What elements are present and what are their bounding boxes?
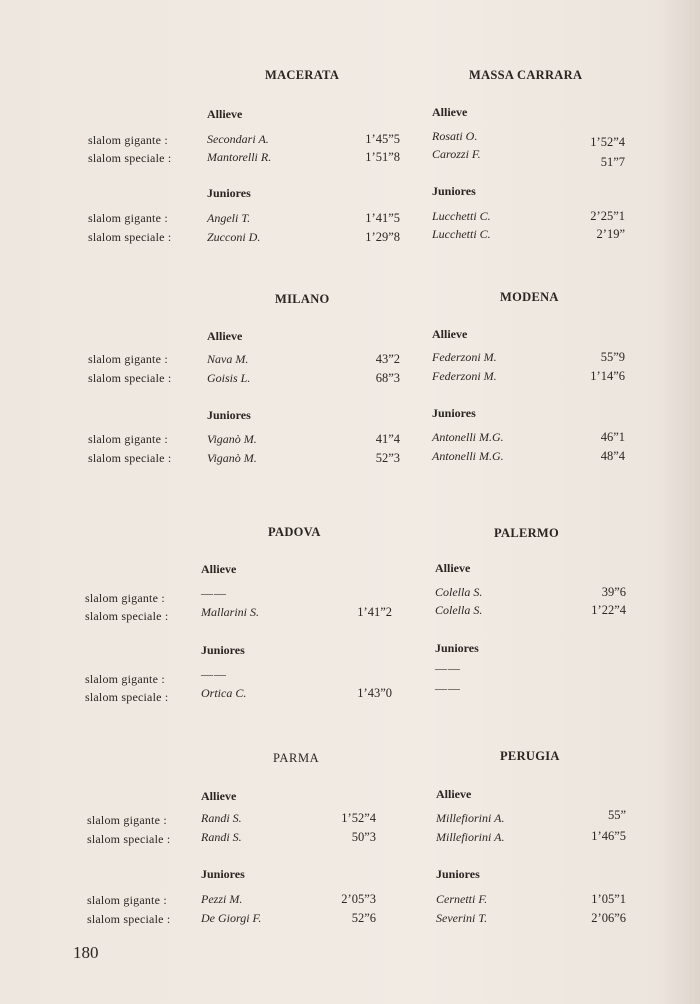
event-label-speciale: slalom speciale : [88,371,172,385]
athlete-name: Cernetti F. [436,892,488,906]
result-time: 52”3 [375,451,400,465]
athlete-name: Antonelli M.G. [432,449,504,463]
city-heading-milano: MILANO [275,292,330,306]
category-allieve: Allieve [201,789,237,803]
event-label-gigante: slalom gigante : [87,893,167,907]
city-heading-parma: PARMA [273,751,320,765]
category-allieve: Allieve [432,105,468,119]
no-result-dash: —— [435,661,461,675]
category-juniores: Juniores [201,867,245,881]
result-time: 55”9 [600,350,625,364]
category-allieve: Allieve [201,562,237,576]
athlete-name: Millefiorini A. [436,811,505,825]
athlete-name: Rosati O. [432,129,478,143]
category-allieve: Allieve [436,787,472,801]
athlete-name: Pezzi M. [201,892,243,906]
result-time: 1’41”5 [365,211,400,225]
category-juniores: Juniores [201,643,245,657]
result-time: 1’51”8 [365,150,400,164]
city-heading-perugia: PERUGIA [500,749,560,763]
category-allieve: Allieve [432,327,468,341]
result-time: 51”7 [600,155,625,169]
result-time: 1’29”8 [365,230,400,244]
athlete-name: De Giorgi F. [201,911,262,925]
athlete-name: Antonelli M.G. [432,430,504,444]
athlete-name: Lucchetti C. [432,227,491,241]
event-label-gigante: slalom gigante : [88,133,168,147]
athlete-name: Angeli T. [207,211,251,225]
event-label-speciale: slalom speciale : [88,230,172,244]
athlete-name: Secondari A. [207,132,269,146]
city-heading-modena: MODENA [500,290,559,304]
result-time: 2’05”3 [341,892,376,906]
category-juniores: Juniores [207,186,251,200]
result-time: 55” [607,808,626,822]
athlete-name: Randi S. [201,811,242,825]
category-allieve: Allieve [207,329,243,343]
no-result-dash: —— [201,586,227,600]
result-time: 2’19” [596,227,625,241]
athlete-name: Viganò M. [207,432,257,446]
result-time: 41”4 [375,432,400,446]
athlete-name: Millefiorini A. [436,830,505,844]
result-time: 1’52”4 [341,811,376,825]
event-label-speciale: slalom speciale : [88,151,172,165]
event-label-speciale: slalom speciale : [88,451,172,465]
result-time: 1’14”6 [590,369,625,383]
page-number: 180 [73,943,99,962]
result-time: 1’46”5 [591,829,626,843]
athlete-name: Federzoni M. [432,350,497,364]
city-heading-palermo: PALERMO [494,526,560,540]
athlete-name: Mallarini S. [201,605,260,619]
athlete-name: Federzoni M. [432,369,497,383]
athlete-name: Nava M. [207,352,249,366]
result-time: 1’05”1 [591,892,626,906]
event-label-gigante: slalom gigante : [88,432,168,446]
category-allieve: Allieve [207,107,243,121]
result-time: 68”3 [375,371,400,385]
category-juniores: Juniores [432,184,476,198]
athlete-name: Carozzi F. [432,147,481,161]
result-time: 1’52”4 [590,135,625,149]
athlete-name: Mantorelli R. [207,150,272,164]
event-label-gigante: slalom gigante : [88,211,168,225]
event-label-speciale: slalom speciale : [85,690,169,704]
result-time: 1’22”4 [591,603,626,617]
event-label-gigante: slalom gigante : [88,352,168,366]
result-time: 52”6 [351,911,376,925]
athlete-name: Viganò M. [207,451,257,465]
result-time: 43”2 [375,352,400,366]
athlete-name: Colella S. [435,585,483,599]
result-time: 50”3 [351,830,376,844]
result-time: 1’41”2 [357,605,392,619]
result-time: 1’43”0 [357,686,392,700]
athlete-name: Lucchetti C. [432,209,491,223]
result-time: 2’25”1 [590,209,625,223]
athlete-name: Randi S. [201,830,242,844]
result-time: 46”1 [600,430,625,444]
category-juniores: Juniores [432,406,476,420]
category-juniores: Juniores [435,641,479,655]
event-label-speciale: slalom speciale : [87,832,171,846]
no-result-dash: —— [435,681,461,695]
event-label-gigante: slalom gigante : [85,672,165,686]
event-label-gigante: slalom gigante : [85,591,165,605]
athlete-name: Zucconi D. [207,230,261,244]
result-time: 39”6 [601,585,626,599]
category-juniores: Juniores [436,867,480,881]
athlete-name: Goisis L. [207,371,251,385]
result-time: 1’45”5 [365,132,400,146]
no-result-dash: —— [201,667,227,681]
athlete-name: Colella S. [435,603,483,617]
category-allieve: Allieve [435,561,471,575]
city-heading-macerata: MACERATA [265,68,340,82]
result-time: 48”4 [600,449,625,463]
city-heading-padova: PADOVA [268,525,321,539]
city-heading-massa-carrara: MASSA CARRARA [469,68,583,82]
event-label-speciale: slalom speciale : [87,912,171,926]
event-label-gigante: slalom gigante : [87,813,167,827]
event-label-speciale: slalom speciale : [85,609,169,623]
athlete-name: Severini T. [436,911,488,925]
athlete-name: Ortica C. [201,686,247,700]
result-time: 2’06”6 [591,911,626,925]
category-juniores: Juniores [207,408,251,422]
